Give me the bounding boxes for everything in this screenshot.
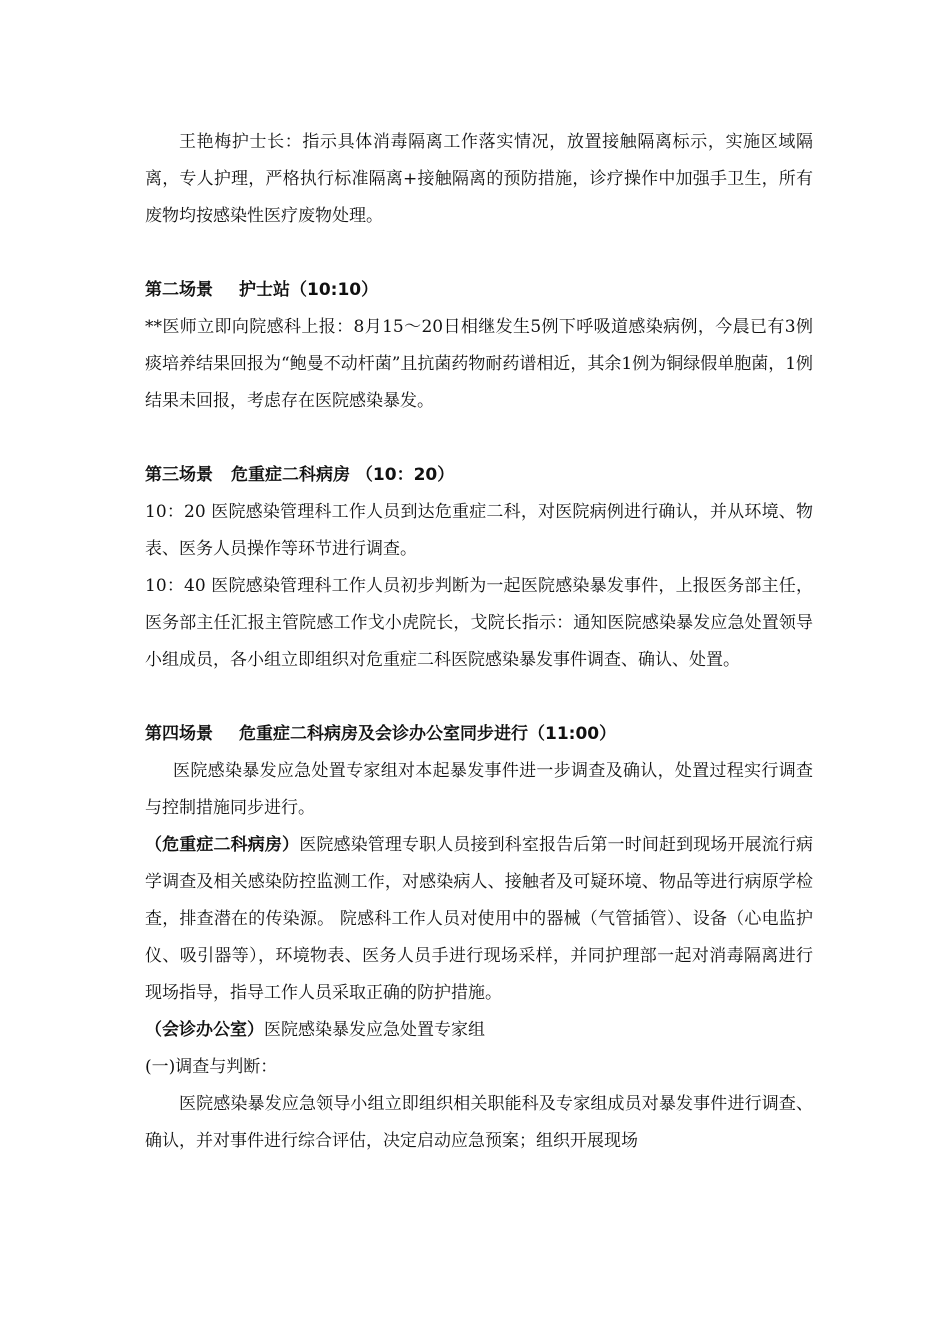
ward-text: 医院感染管理专职人员接到科室报告后第一时间赶到现场开展流行病学调查及相关感染防控监测工作，对感染病人、接触者及可疑环境、物品等进行病原学检查，排查潜在的传染源。 院感科工作人员对使用中的器械（气管插管）、设备（心电监护仪、吸引器等），环境物表、医务人员手进行现场采样，并同护理部一起对消毒隔离进行现场指导，指导工作人员采取正确的防护措施。 [145,835,814,1003]
section-one-heading: (一)调查与判断： [145,1057,278,1077]
scene-two-label: 第二场景 [145,280,213,300]
scene-three-text-2: 10：40 医院感染管理科工作人员初步判断为一起医院感染暴发事件，上报医务部主任，医务部主任汇报主管院感工作戈小虎院长，戈院长指示：通知医院感染暴发应急处置领导小组成员，各小组立即组织对危重症二科医院感染暴发事件调查、确认、处置。 [145,576,813,670]
document-body [145,124,813,1160]
scene-two-heading [145,272,813,309]
scene-three-text-1: 10：20 医院感染管理科工作人员到达危重症二科，对医院病例进行确认，并从环境、物表、医务人员操作等环节进行调查。 [145,502,813,559]
scene-three-heading [145,457,813,494]
scene-four-title: 危重症二科病房及会诊办公室同步进行（11:00） [239,724,617,744]
paragraph-gap [145,420,813,457]
section-one-text: 医院感染暴发应急领导小组立即组织相关职能科及专家组成员对暴发事件进行调查、确认，并对事件进行综合评估，决定启动应急预案；组织开展现场 [145,1094,813,1151]
scene-two-title: 护士站（10:10） [239,280,379,300]
ward-label: （危重症二科病房） [145,835,300,855]
scene-three-title: 危重症二科病房 （10：20） [231,465,455,485]
scene-two-text: **医师立即向院感科上报：8月15～20日相继发生5例下呼吸道感染病例，今晨已有3例痰培养结果回报为“鲍曼不动杆菌”且抗菌药物耐药谱相近，其余1例为铜绿假单胞菌，1例结果未回报，考虑存在医院感染暴发。 [145,317,814,411]
ward-paragraph [145,827,813,1012]
nurse-instruction-paragraph: 王艳梅护士长：指示具体消毒隔离工作落实情况，放置接触隔离标示，实施区域隔离，专人护理，严格执行标准隔离+接触隔离的预防措施，诊疗操作中加强手卫生，所有废物均按感染性医疗废物处理。 [145,132,813,226]
office-paragraph [145,1012,813,1049]
paragraph-gap [145,679,813,716]
scene-four-heading [145,716,813,753]
office-label: （会诊办公室） [145,1020,264,1040]
scene-four-intro: 医院感染暴发应急处置专家组对本起暴发事件进一步调查及确认，处置过程实行调查与控制措施同步进行。 [145,761,813,818]
paragraph-gap [145,235,813,272]
office-text: 医院感染暴发应急处置专家组 [264,1020,485,1040]
scene-three-label: 第三场景 [145,465,213,485]
scene-four-label: 第四场景 [145,724,213,744]
